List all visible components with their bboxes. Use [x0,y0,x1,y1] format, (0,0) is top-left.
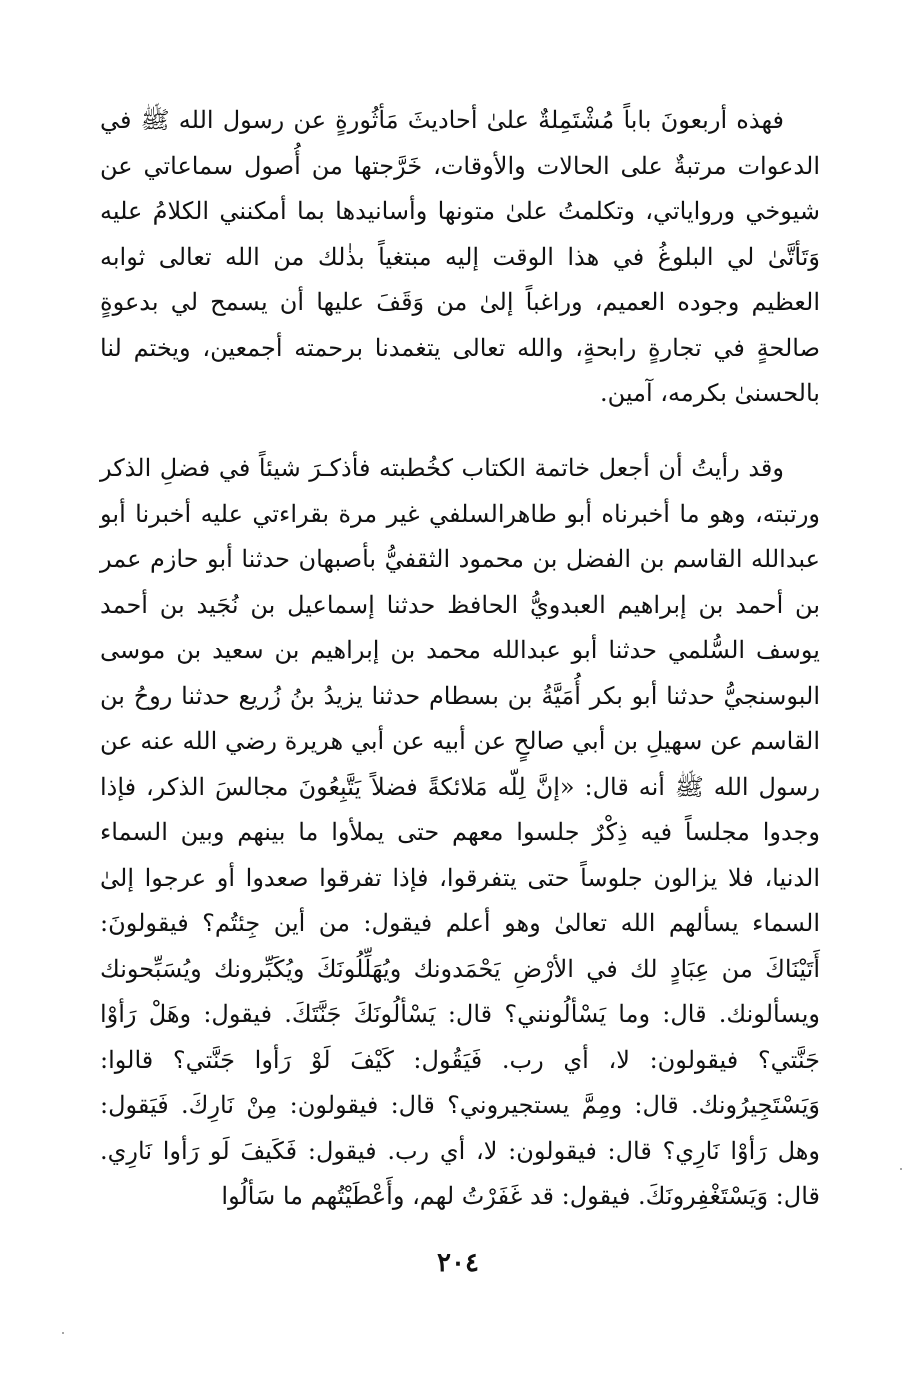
scan-speck [900,1168,902,1170]
body-paragraph: وقد رأيتُ أن أجعل خاتمة الكتاب كخُطبته فأذكـرَ شيئاً في فضلِ الذكر ورتبته، وهو ما أخبرناه أبو طاهرالسلفي غير مرة بقراءتي عليه أخبرنا أبو عبدالله القاسم بن الفضل بن محمود الثقفيُّ بأصبهان حدثنا أبو حازم عمر بن أحمد بن إبراهيم العبدويُّ الحافظ حدثنا إسماعيل بن نُجَيد بن أحمد يوسف السُّلمي حدثنا أبو عبدالله محمد بن إبراهيم بن سعيد بن موسى البوسنجيُّ حدثنا أبو بكر أُمَيَّةُ بن بسطام حدثنا يزيدُ بنُ زُريع حدثنا روحُ بن القاسم عن سهيلِ بن أبي صالحٍ عن أبيه عن أبي هريرة رضي الله عنه عن رسول الله ﷺ أنه قال: «إنَّ لِلّه مَلائكةً فضلاً يَتَّبِعُونَ مجالسَ الذكر، فإذا وجدوا مجلساً فيه ذِكْرٌ جلسوا معهم حتى يملأوا ما بينهم وبين السماء الدنيا، فلا يزالون جلوساً حتى يتفرقوا، فإذا تفرقوا صعدوا أو عرجوا إلىٰ السماء يسألهم الله تعالىٰ وهو أعلم فيقول: من أين جِئتُم؟ فيقولونَ: أَتَيْنَاكَ من عِبَادٍ لك في الأرْضِ يَحْمَدونك ويُهَلِّلُونَكَ ويُكَبِّرونك ويُسَبِّحونك ويسألونك. قال: وما يَسْألُونني؟ قال: يَسْألُونَكَ جَنَّتَكَ. فيقول: وهَلْ رَأوْا جَنَّتي؟ فيقولون: لا، أي رب. فَيَقُول: كَيْفَ لَوْ رَأوا جَنَّتي؟ قالوا: وَيَسْتَجِيرُونك. قال: ومِمَّ يستجيروني؟ قال: فيقولون: مِنْ نَارِكَ. فَيَقول: وهل رَأوْا نَارِي؟ قال: فيقولون: لا، أي رب. فيقول: فَكَيفَ لَو رَأوا نَارِي. قال: وَيَسْتَغْفِرونَكَ. فيقول: قد غَفَرْتُ لهم، وأَعْطَيْتُهم ما سَألُوا [100,454,821,1210]
body-paragraph: فهذه أربعونَ باباً مُشْتَمِلةٌ علىٰ أحاديثَ مَأثُورةٍ عن رسول الله ﷺ في الدعوات مرتبةٌ على الحالات والأوقات، خَرَّجتها من أُصول سماعاتي عن شيوخي ورواياتي، وتكلمتُ علىٰ متونها وأسانيدها بما أمكنني الكلامُ عليه وَتَأتَّىٰ لي البلوغُ في هذا الوقت إليه مبتغياً بذٰلك من الله تعالى ثوابه العظيم وجوده العميم، وراغباً إلىٰ من وَقَفَ عليها أن يسمح لي بدعوةٍ صالحةٍ في تجارةٍ رابحةٍ، والله تعالى يتغمدنا برحمته أجمعين، ويختم لنا بالحسنىٰ بكرمه، آمين. [100,106,820,407]
scan-speck [62,1332,64,1334]
page-number: ٢٠٤ [437,1248,479,1278]
